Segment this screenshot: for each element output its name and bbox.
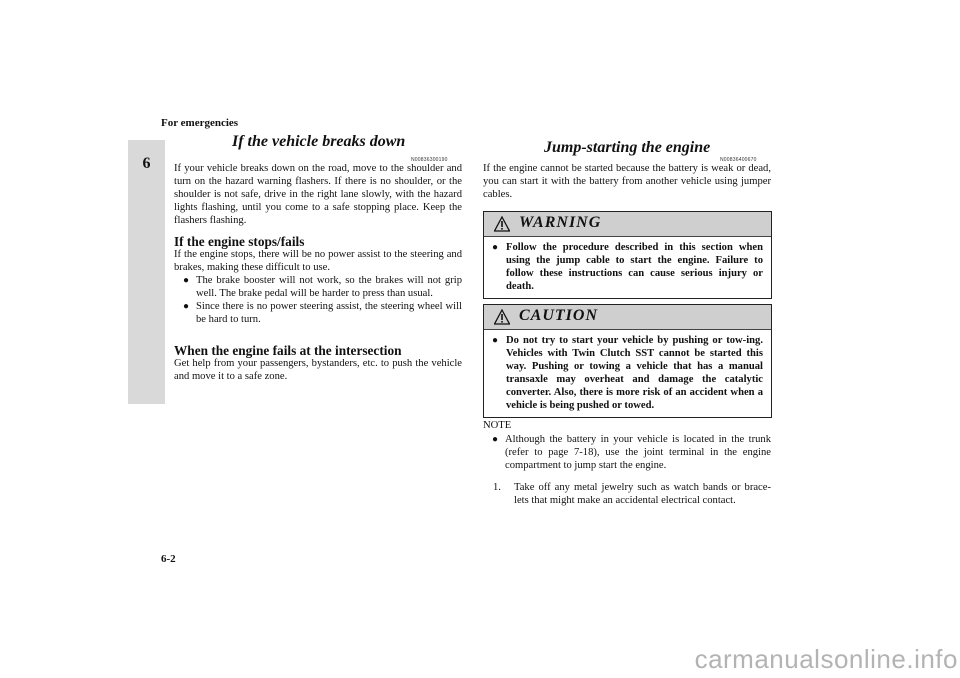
stops-text: If the engine stops, there will be no power assist to the steering and brakes, making these difficult to use. — [174, 249, 462, 273]
stops-heading: If the engine stops/fails — [174, 234, 305, 249]
bullet-icon: ● — [492, 434, 499, 445]
page-number: 6-2 — [161, 553, 176, 565]
step-text: Take off any metal jewelry such as watch bands or brace-lets that might make an accidental electrical contact. — [514, 482, 771, 506]
left-intro: If your vehicle breaks down on the road, move to the shoulder and turn on the hazard warning flashers. If there is no shoulder, or the shoulder is not safe, drive in the right lane slowly, with the hazard lights flashing, until you come to a safe stopping place. Keep the flashers flashing. — [174, 163, 462, 226]
warning-label: WARNING — [519, 214, 602, 231]
note-label: NOTE — [483, 420, 512, 431]
list-item: ● Do not try to start your vehicle by pushing or tow-ing. Vehicles with Twin Clutch SST cannot be started this way. Pushing or towing a vehicle that has a manual transaxle may overheat and damage the catalytic converter. Also, there is more risk of an accident when a vehicle is being pushed or towed. — [492, 335, 763, 411]
bullet-icon: ● — [183, 275, 190, 286]
bullet-icon: ● — [492, 335, 499, 346]
note-body — [483, 433, 771, 472]
warning-header — [484, 212, 771, 237]
step-number: 1. — [493, 482, 501, 493]
list-item: ● Although the battery in your vehicle is located in the trunk (refer to page 7-18), use the joint terminal in the engine compartment to jump start the engine. — [492, 434, 771, 471]
stops-bullet-list — [174, 274, 462, 326]
left-code: N00836300190 — [411, 157, 448, 163]
chapter-tab — [128, 140, 165, 404]
intersection-text: Get help from your passengers, bystanders, etc. to push the vehicle and move it to a safe zone. — [174, 358, 462, 382]
bullet-icon: ● — [492, 242, 499, 253]
intersection-heading: When the engine fails at the intersection — [174, 343, 402, 358]
right-intro: If the engine cannot be started because the battery is weak or dead, you can start it with the battery from another vehicle using jumper cables. — [483, 163, 771, 200]
right-title: Jump-starting the engine — [544, 139, 711, 156]
caution-box — [483, 304, 772, 418]
bullet-icon: ● — [183, 301, 190, 312]
right-code: N00836400670 — [720, 157, 757, 163]
warning-triangle-icon — [494, 216, 510, 232]
section-header: For emergencies — [161, 117, 239, 129]
caution-body — [484, 330, 771, 417]
caution-label: CAUTION — [519, 307, 599, 324]
list-item — [493, 481, 771, 507]
caution-triangle-icon — [494, 309, 510, 325]
list-item: ● Since there is no power steering assist, the steering wheel will be hard to turn. — [183, 301, 462, 325]
chapter-number: 6 — [142, 155, 151, 172]
caution-header — [484, 305, 771, 330]
left-title: If the vehicle breaks down — [232, 133, 406, 150]
warning-box — [483, 211, 772, 299]
list-item: ● The brake booster will not work, so the brakes will not grip well. The brake pedal will be harder to press than usual. — [183, 275, 462, 299]
warning-body — [484, 237, 771, 298]
steps-list — [493, 481, 771, 507]
watermark: carmanualsonline.info — [694, 644, 958, 674]
list-item: ● Follow the procedure described in this section when using the jump cable to start the engine. Failure to follow these instructions can cause serious injury or death. — [492, 242, 763, 292]
